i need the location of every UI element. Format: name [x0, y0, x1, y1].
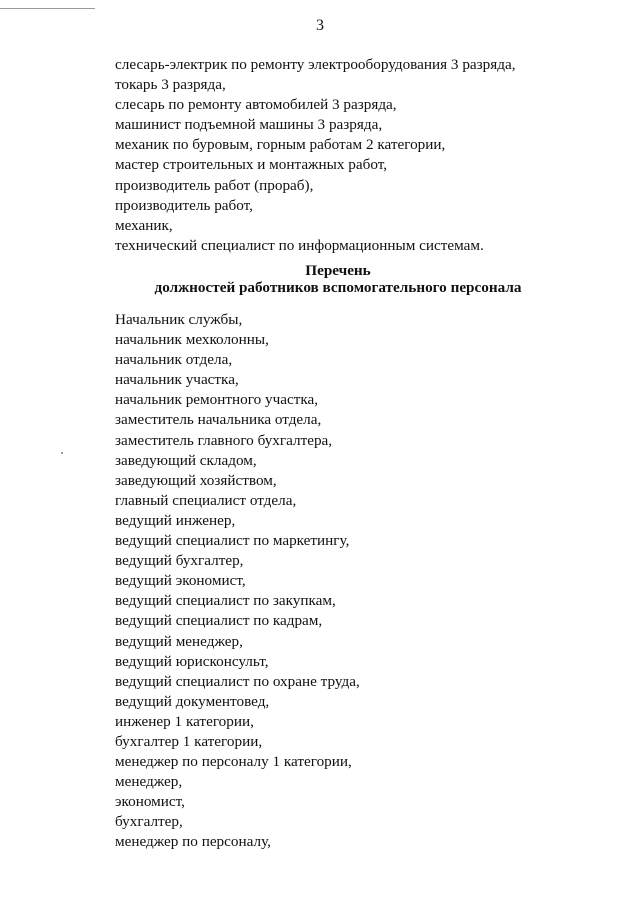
page-number: 3 — [316, 17, 324, 34]
list-item: заведующий хозяйством, — [115, 471, 277, 489]
list-item: токарь 3 разряда, — [115, 76, 226, 94]
list-item: начальник ремонтного участка, — [115, 391, 319, 409]
scan-speck — [61, 452, 63, 454]
list-item: ведущий специалист по маркетингу, — [115, 532, 350, 550]
list-item: производитель работ, — [115, 196, 253, 214]
list-item: механик, — [115, 216, 173, 234]
list-item: ведущий специалист по кадрам, — [115, 612, 323, 630]
list-item: слесарь-электрик по ремонту электрооборудования 3 разряда, — [115, 56, 516, 73]
list-item: ведущий инженер, — [115, 511, 236, 529]
list-item: менеджер по персоналу 1 категории, — [115, 753, 352, 771]
worker-positions-list — [115, 55, 516, 256]
list-item: ведущий документовед, — [115, 692, 270, 710]
list-item: технический специалист по информационным системам. — [115, 236, 484, 254]
list-item: ведущий менеджер, — [115, 632, 243, 650]
list-item: начальник мехколонны, — [115, 331, 269, 349]
list-item: менеджер, — [115, 773, 183, 791]
list-item: механик по буровым, горным работам 2 категории, — [115, 136, 446, 154]
section-title: Перечень — [305, 262, 371, 279]
list-item: начальник отдела, — [115, 351, 233, 369]
list-item: слесарь по ремонту автомобилей 3 разряда, — [115, 96, 397, 114]
list-item: ведущий специалист по закупкам, — [115, 592, 336, 610]
list-item: экономист, — [115, 793, 185, 811]
list-item: бухгалтер 1 категории, — [115, 732, 263, 750]
list-item: бухгалтер, — [115, 813, 183, 831]
scan-edge-line — [0, 8, 95, 9]
list-item: Начальник службы, — [115, 311, 243, 328]
list-item: мастер строительных и монтажных работ, — [115, 156, 388, 174]
auxiliary-staff-list — [115, 310, 360, 853]
list-item: ведущий экономист, — [115, 572, 246, 590]
list-item: заведующий складом, — [115, 451, 257, 469]
list-item: ведущий специалист по охране труда, — [115, 672, 360, 690]
list-item: инженер 1 категории, — [115, 712, 254, 730]
list-item: главный специалист отдела, — [115, 491, 297, 509]
list-item: машинист подъемной машины 3 разряда, — [115, 116, 383, 134]
list-item: менеджер по персоналу, — [115, 833, 271, 851]
list-item: ведущий юрисконсульт, — [115, 652, 269, 670]
list-item: производитель работ (прораб), — [115, 176, 314, 194]
list-item: начальник участка, — [115, 371, 239, 389]
section-subtitle: должностей работников вспомогательного персонала — [154, 279, 522, 296]
list-item: заместитель начальника отдела, — [115, 411, 322, 429]
list-item: заместитель главного бухгалтера, — [115, 431, 333, 449]
list-item: ведущий бухгалтер, — [115, 552, 244, 570]
